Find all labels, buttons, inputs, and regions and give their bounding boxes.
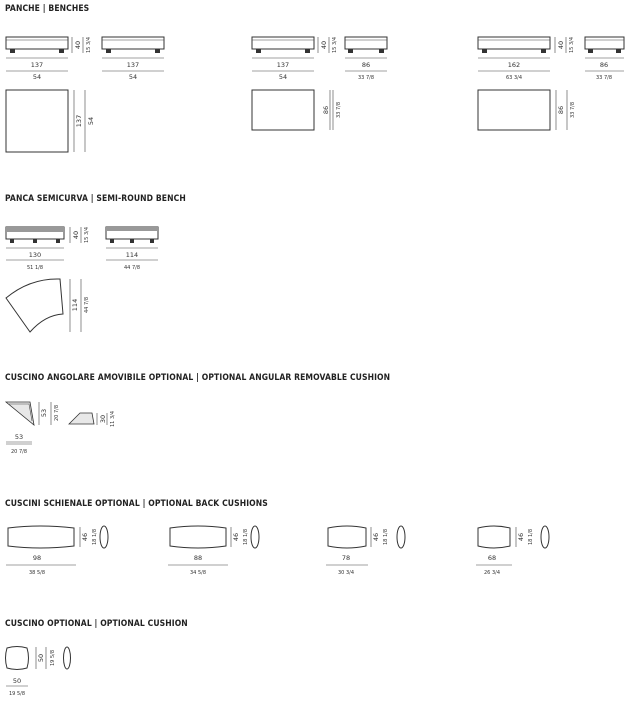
bench-2-side-width-in: 33 7/8: [358, 75, 374, 81]
bench-3-side-view: [585, 37, 624, 81]
back-cushion-98-width-cm: 98: [32, 554, 42, 562]
bench-3-front-width-cm: 162: [507, 61, 521, 69]
back-cushion-88: [168, 526, 259, 576]
angular-cushion-width-cm: 53: [14, 433, 24, 441]
semi-round-top-view: [6, 279, 90, 332]
angular-cushion: [6, 402, 116, 455]
section-title-angular-cushion: CUSCINO ANGOLARE AMOVIBILE OPTIONAL | OPTIONAL ANGULAR REMOVABLE CUSHION: [5, 373, 391, 383]
bench-3-side-width-in: 33 7/8: [596, 75, 612, 81]
bench-2: [252, 37, 387, 130]
back-cushion-88-width-in: 34 5/8: [190, 570, 206, 576]
back-cushion-78-width-cm: 78: [341, 554, 351, 562]
bench-2-front-width-in: 54: [278, 73, 288, 81]
back-cushion-98-height-in: 18 1/8: [92, 529, 98, 545]
angular-cushion-depth-in: 20 7/8: [54, 405, 60, 421]
semi-round-outer-width-in: 51 1/8: [27, 265, 43, 271]
bench-3-top-depth-cm: 86: [557, 105, 565, 115]
optional-cushion-width-cm: 50: [12, 677, 22, 685]
angular-cushion-depth-cm: 53: [40, 408, 48, 418]
bench-1-side-width-cm: 137: [126, 61, 140, 69]
section-title-back-cushions: CUSCINI SCHIENALE OPTIONAL | OPTIONAL BACK CUSHIONS: [5, 499, 268, 509]
bench-1-height-cm: 40: [74, 40, 82, 50]
bench-3-height-in: 15 3/4: [569, 37, 575, 53]
bench-3-top-view: [478, 90, 576, 130]
bench-2-front-width-cm: 137: [276, 61, 290, 69]
section-title-semi-round-bench: PANCA SEMICURVA | SEMI-ROUND BENCH: [5, 194, 186, 204]
bench-2-front-view: [252, 37, 338, 81]
back-cushion-98-height-cm: 46: [81, 532, 89, 542]
bench-1-front-width-in: 54: [32, 73, 42, 81]
section-title-benches: PANCHE | BENCHES: [5, 4, 90, 14]
semi-round-height-cm: 40: [72, 230, 80, 240]
section-title-cushion: CUSCINO OPTIONAL | OPTIONAL CUSHION: [5, 619, 188, 629]
bench-1-front-width-cm: 137: [30, 61, 44, 69]
semi-round-height-in: 15 3/4: [84, 227, 90, 243]
optional-cushion-height-in: 19 5/8: [50, 650, 56, 666]
bench-1-top-view: [6, 90, 95, 152]
back-cushion-68: [476, 526, 549, 576]
semi-round-side-view: [106, 227, 158, 271]
semi-round-top-depth-in: 44 7/8: [84, 297, 90, 313]
back-cushion-88-height-cm: 46: [232, 532, 240, 542]
optional-cushion-width-in: 19 5/8: [9, 691, 25, 697]
angular-cushion-width-in: 20 7/8: [11, 449, 27, 455]
angular-cushion-height-in: 11 3/4: [110, 411, 116, 427]
bench-2-side-width-cm: 86: [361, 61, 371, 69]
semi-round-inner-width-in: 44 7/8: [124, 265, 140, 271]
bench-3-front-view: [478, 37, 575, 81]
semi-round-outer-width-cm: 130: [28, 251, 42, 259]
bench-2-side-view: [345, 37, 387, 81]
bench-2-top-view: [252, 90, 342, 130]
bench-3-height-cm: 40: [557, 40, 565, 50]
back-cushion-98-width-in: 38 5/8: [29, 570, 45, 576]
bench-2-top-depth-in: 33 7/8: [336, 102, 342, 118]
back-cushion-68-width-cm: 68: [487, 554, 497, 562]
bench-1-front-view: [6, 37, 92, 81]
back-cushion-88-height-in: 18 1/8: [243, 529, 249, 545]
bench-1: [6, 37, 164, 152]
back-cushion-78-height-cm: 46: [372, 532, 380, 542]
bench-2-height-in: 15 3/4: [332, 37, 338, 53]
back-cushion-88-width-cm: 88: [193, 554, 203, 562]
bench-3: [478, 37, 624, 130]
optional-cushion-height-cm: 50: [37, 653, 45, 663]
back-cushion-98: [6, 526, 108, 576]
semi-round-bench: [6, 227, 158, 332]
back-cushion-68-height-in: 18 1/8: [528, 529, 534, 545]
back-cushion-78-width-in: 30 3/4: [338, 570, 354, 576]
back-cushion-78-height-in: 18 1/8: [383, 529, 389, 545]
semi-round-inner-width-cm: 114: [125, 251, 139, 259]
bench-1-side-view: [102, 37, 164, 81]
back-cushion-78: [326, 526, 405, 576]
angular-cushion-height-cm: 30: [99, 414, 107, 424]
bench-2-height-cm: 40: [320, 40, 328, 50]
bench-2-top-depth-cm: 86: [322, 105, 330, 115]
back-cushion-68-height-cm: 46: [517, 532, 525, 542]
bench-1-height-in: 15 3/4: [86, 37, 92, 53]
back-cushion-68-width-in: 26 3/4: [484, 570, 500, 576]
semi-round-front-view: [6, 227, 90, 271]
bench-1-top-depth-in: 54: [87, 116, 95, 126]
bench-3-front-width-in: 63 3/4: [506, 75, 522, 81]
optional-cushion: [6, 647, 71, 698]
angular-cushion-side-view: [69, 411, 116, 427]
angular-cushion-top-view: [6, 402, 60, 455]
bench-1-top-depth-cm: 137: [75, 114, 83, 128]
bench-3-top-depth-in: 33 7/8: [570, 102, 576, 118]
semi-round-top-depth-cm: 114: [71, 298, 79, 312]
bench-1-side-width-in: 54: [128, 73, 138, 81]
bench-3-side-width-cm: 86: [599, 61, 609, 69]
